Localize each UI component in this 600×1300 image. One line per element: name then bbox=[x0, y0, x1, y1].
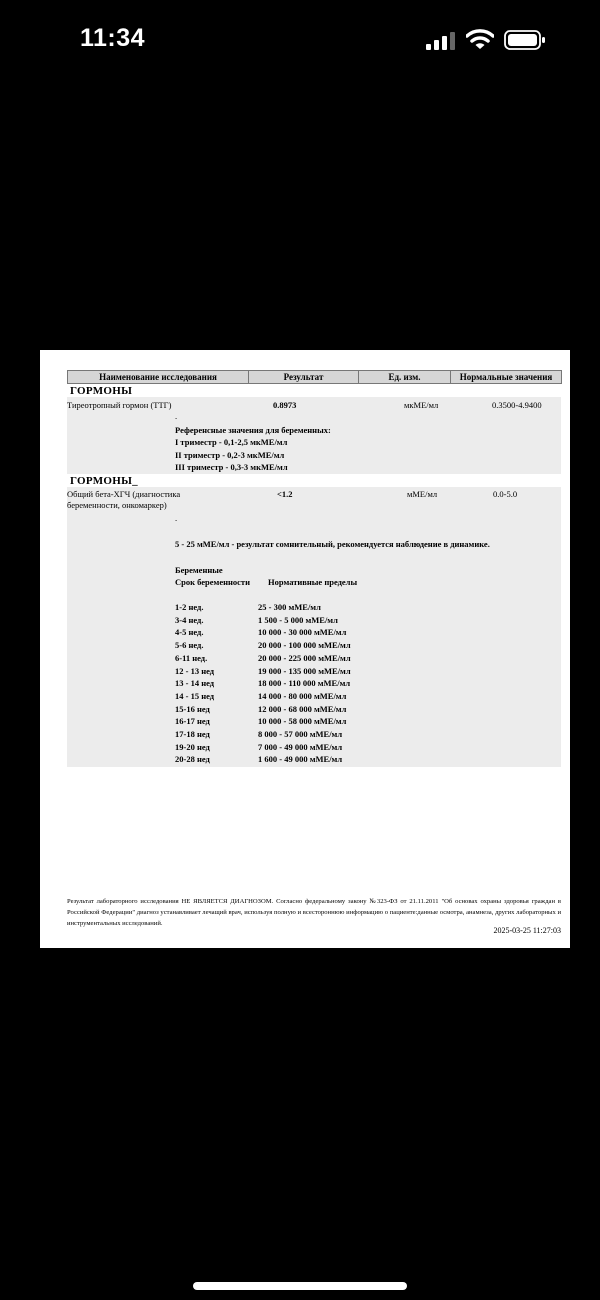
ref-line: II триместр - 0,2-3 мкМЕ/мл bbox=[175, 449, 285, 460]
hcg-range-cell: 10 000 - 58 000 мМЕ/мл bbox=[258, 716, 347, 727]
cellular-signal-icon bbox=[426, 32, 456, 50]
hcg-week-cell: 13 - 14 нед bbox=[175, 678, 215, 689]
tsh-dot: . bbox=[175, 411, 178, 421]
status-bar bbox=[0, 0, 600, 80]
table-row bbox=[175, 728, 351, 741]
lab-report-page[interactable] bbox=[40, 350, 570, 948]
hcg-range-cell: 10 000 - 30 000 мМЕ/мл bbox=[258, 627, 347, 638]
table-row bbox=[175, 690, 351, 703]
home-indicator[interactable] bbox=[193, 1282, 407, 1290]
hcg-pregnant-label: Беременные bbox=[175, 565, 223, 575]
table-row bbox=[175, 626, 351, 639]
hcg-test-name-line1: Общий бета-ХГЧ (диагностика bbox=[67, 489, 181, 499]
hcg-week-cell: 20-28 нед bbox=[175, 754, 210, 765]
table-row bbox=[175, 741, 351, 754]
hcg-limits-header: Нормативные пределы bbox=[268, 577, 358, 587]
tsh-result: 0.8973 bbox=[273, 400, 297, 410]
table-row bbox=[175, 614, 351, 627]
tsh-test-name: Тиреотропный гормон (ТТГ) bbox=[67, 400, 172, 410]
hcg-norms-table bbox=[175, 601, 351, 766]
ref-line: I триместр - 0,1-2,5 мкМЕ/мл bbox=[175, 437, 288, 448]
tsh-unit: мкМЕ/мл bbox=[404, 400, 439, 410]
status-time: 11:34 bbox=[80, 24, 146, 52]
hcg-range-cell: 7 000 - 49 000 мМЕ/мл bbox=[258, 741, 343, 752]
hcg-week-cell: 16-17 нед bbox=[175, 716, 210, 727]
table-row bbox=[175, 665, 351, 678]
header-norm: Нормальные значения bbox=[451, 371, 562, 384]
hcg-range-cell: 8 000 - 57 000 мМЕ/мл bbox=[258, 729, 343, 740]
section-title-hormones: ГОРМОНЫ bbox=[70, 385, 133, 397]
footer-disclaimer: Результат лабораторного исследования НЕ ЯВЛЯЕТСЯ ДИАГНОЗОМ. Согласно федеральному закону №323-ФЗ от 21.11.2011 "Об основах охраны здоровья граждан в Российской Федерации" диагноз устанавливает лечащий врач, используя полную и всестороннюю информацию о пациенте:данные осмотра, анамнеза, других лабораторных и инструментальных исследований. bbox=[67, 898, 561, 927]
hcg-week-cell: 3-4 нед. bbox=[175, 614, 204, 625]
header-unit: Ед. изм. bbox=[359, 371, 451, 384]
hcg-dot: . bbox=[175, 513, 178, 523]
table-row bbox=[175, 715, 351, 728]
hcg-norm: 0.0-5.0 bbox=[493, 489, 518, 499]
hcg-unit: мМЕ/мл bbox=[407, 489, 438, 499]
hcg-week-cell: 19-20 нед bbox=[175, 741, 210, 752]
header-name: Наименование исследования bbox=[68, 371, 249, 384]
hcg-week-cell: 12 - 13 нед bbox=[175, 665, 215, 676]
hcg-week-cell: 4-5 нед. bbox=[175, 627, 204, 638]
hcg-range-cell: 18 000 - 110 000 мМЕ/мл bbox=[258, 678, 351, 689]
hcg-week-cell: 17-18 нед bbox=[175, 729, 210, 740]
hcg-range-cell: 12 000 - 68 000 мМЕ/мл bbox=[258, 703, 347, 714]
battery-icon bbox=[504, 30, 546, 50]
table-row bbox=[175, 652, 351, 665]
hcg-week-cell: 15-16 нед bbox=[175, 703, 210, 714]
footer-timestamp: 2025-03-25 11:27:03 bbox=[493, 926, 561, 935]
hcg-range-cell: 25 - 300 мМЕ/мл bbox=[258, 602, 321, 612]
table-row bbox=[175, 753, 351, 766]
table-row bbox=[175, 677, 351, 690]
hcg-result: <1.2 bbox=[277, 489, 293, 499]
ref-line: III триместр - 0,3-3 мкМЕ/мл bbox=[175, 461, 288, 472]
ref-line: Референсные значения для беременных: bbox=[175, 425, 331, 435]
tsh-pregnancy-references bbox=[175, 424, 331, 473]
table-row bbox=[175, 601, 351, 614]
hcg-test-name-line2: беременности, онкомаркер) bbox=[67, 500, 167, 510]
hcg-doubtful-note: 5 - 25 мМЕ/мл - результат сомнительный, рекомендуется наблюдение в динамике. bbox=[175, 539, 490, 549]
header-result: Результат bbox=[249, 371, 359, 384]
wifi-icon bbox=[466, 28, 494, 50]
section-title-hormones-2: ГОРМОНЫ_ bbox=[70, 475, 138, 487]
tsh-norm: 0.3500-4.9400 bbox=[492, 400, 542, 410]
hcg-range-cell: 1 600 - 49 000 мМЕ/мл bbox=[258, 754, 343, 765]
hcg-term-header: Срок беременности bbox=[175, 577, 251, 587]
table-row bbox=[175, 639, 351, 652]
hcg-test-name bbox=[67, 489, 180, 511]
hcg-range-cell: 19 000 - 135 000 мМЕ/мл bbox=[258, 665, 351, 676]
hcg-week-cell: 14 - 15 нед bbox=[175, 690, 215, 701]
hcg-range-cell: 14 000 - 80 000 мМЕ/мл bbox=[258, 690, 347, 701]
table-row bbox=[175, 703, 351, 716]
hcg-week-cell: 5-6 нед. bbox=[175, 640, 204, 651]
hcg-week-cell: 6-11 нед. bbox=[175, 652, 208, 663]
hcg-range-cell: 20 000 - 100 000 мМЕ/мл bbox=[258, 640, 351, 651]
hcg-range-cell: 1 500 - 5 000 мМЕ/мл bbox=[258, 614, 338, 625]
hcg-week-cell: 1-2 нед. bbox=[175, 602, 204, 612]
hcg-range-cell: 20 000 - 225 000 мМЕ/мл bbox=[258, 652, 351, 663]
report-table-header bbox=[67, 370, 562, 384]
